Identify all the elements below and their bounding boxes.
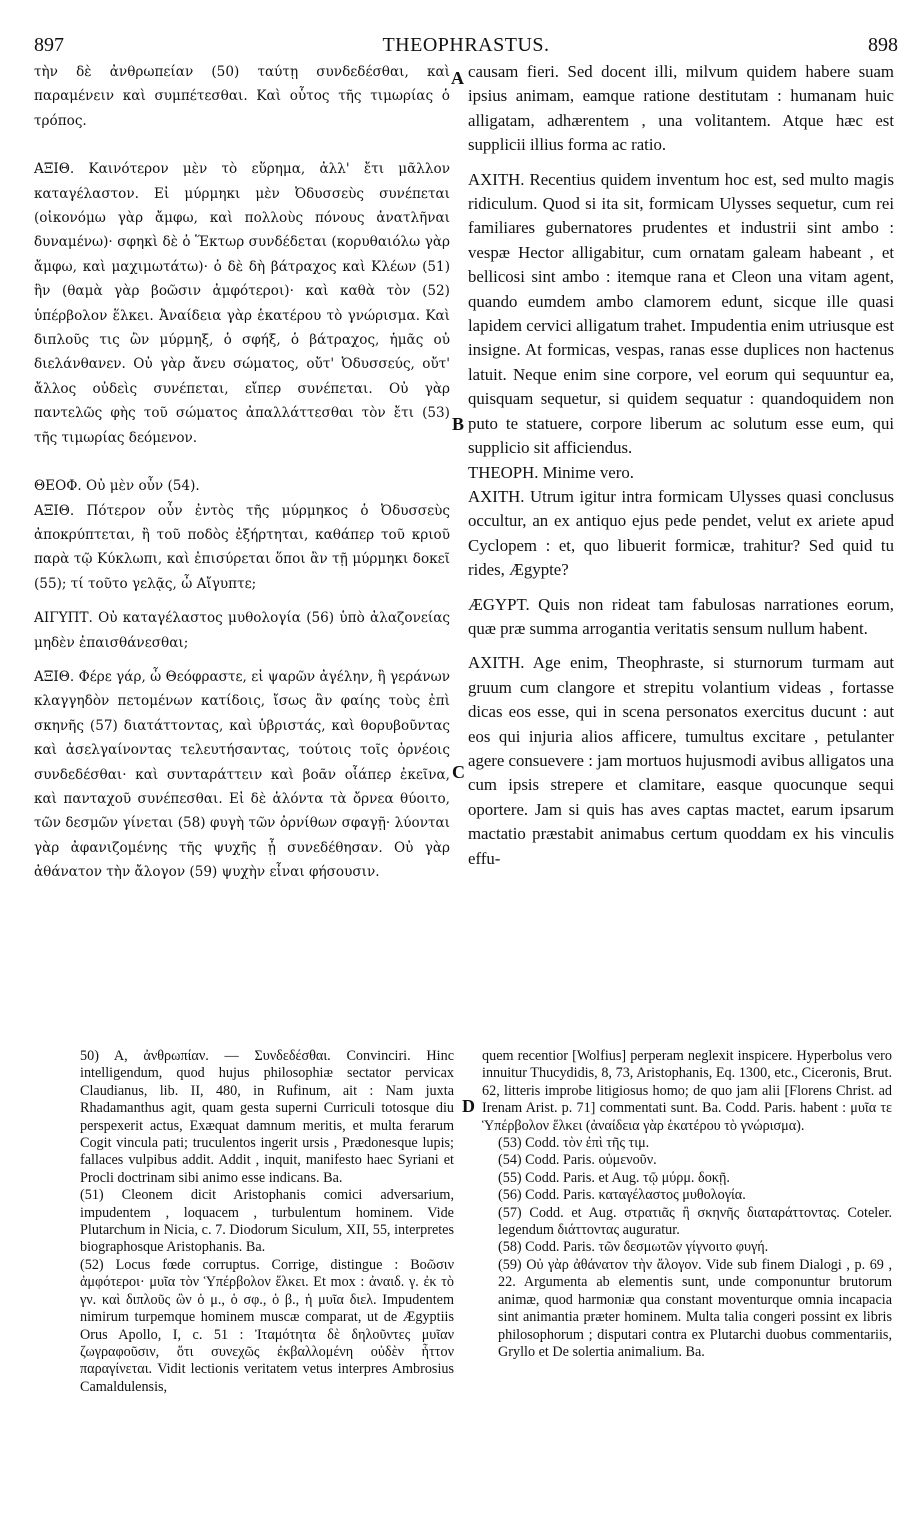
footnote: (54) Codd. Paris. οὐμενοῦν. xyxy=(498,1152,657,1169)
latin-paragraph: causam fieri. Sed docent illi, milvum quidem habere suam ipsius animam, eamque ratione destitutam : humanam huic alligatam, adhærentem , una volitantem. Atque hæc est supplicii illius forma ac ratio. xyxy=(468,62,894,155)
greek-paragraph: ΑΙΓΥΠΤ. Οὐ καταγέλαστος μυθολογία (56) ὑπὸ ἀλαζονείας μηδὲν ἐπαισθάνεσθαι; xyxy=(34,610,450,651)
running-title: THEOPHRASTUS. xyxy=(382,34,550,56)
page-header xyxy=(34,34,898,60)
footnote: (51) Cleonem dicit Aristophanis comici adversarium, impudentem , loquacem , turbulentum hominem. Vide Plutarchum in Nicia, c. 7. Diodorum Siculum, XII, 55, interpretes biographosque Aristophanis. Ba. xyxy=(80,1187,454,1256)
page-number-left: 897 xyxy=(34,34,64,56)
footnote: 50) A, ἀνθρωπίαν. — Συνδεδέσθαι. Convinciri. Hinc intelligendum, quod hujus philosophiæ sectator pervicax Claudianus, lib. II, 480, in Rufinum, ait : Nam juxta Rhadamanthus agit, quam gesta superni Curriculi totosque diu perspexerit actus, Exæquat damnum meritis, et multa ferarum Cogit vincula pati; truculentos ingerit ursis , Prædonesque lupis; fallaces vulpibus addit. Addit , inquit, manifesto haec Syriani et Procli doctrinam sibi animo esse indicans. Ba. xyxy=(80,1048,454,1186)
greek-paragraph: ΑΞΙΘ. Καινότερον μὲν τὸ εὕρημα, ἀλλ' ἔτι μᾶλλον καταγέλαστον. Εἰ μύρμηκι μὲν Ὀδυσσεὺς συνέπεται (οἰκονόμω γὰρ ἄμφω, καὶ πολλοὺς πόνους ἀνατλῆναι δυναμένω)· σφηκὶ δὲ ὁ Ἕκτωρ συνδέδεται (κορυθαιόλω γὰρ ἄμφω, καὶ μαχιμωτάτω)· ὁ δὲ δὴ βάτραχος καὶ Κλέων (51) ἣν (θαμὰ γὰρ βοῶσιν ἀμφότεροι)· καὶ καθὰ τὸν (52) ὑπέρβολον ἕλκει. Ἀναίδεια γὰρ ἑκατέρου τὸ γνώρισμα. Καὶ διπλοῦς τις ὢν μύρμηξ, ὁ σφήξ, ὁ βάτραχος, ἡμᾶς οὐ διελάνθανεν. Οὐ γὰρ ἄνευ σώματος, οὔτ' Ὀδυσσεύς, οὔτ' ἄλλος οὐδεὶς συνέπεται, εἴπερ συνέπεται. Οὐ γὰρ παντελῶς φὴς τοῦ σώματος ἀπαλλάττεσθαι τὸν ἔτι (53) τῆς τιμωρίας δεόμενον. xyxy=(34,161,450,446)
section-marker-d: D xyxy=(462,1096,475,1116)
page-number-right: 898 xyxy=(868,34,898,56)
footnote: (59) Οὐ γὰρ ἀθάνατον τὴν ἄλογον. Vide sub finem Dialogi , p. 69 , 22. Argumenta ab elementis sunt, unde componuntur brutorum animæ, quod harmoniæ qua constant moventurque omnia incapacia sint animantia præter hominem. Multa talia congeri possint ex libris philosophorum ; disputari contra ex Plutarchi duobus commentariis, Gryllo et De solertia animalium. Ba. xyxy=(498,1256,892,1360)
footnote: (58) Codd. Paris. τῶν δεσμωτῶν γίγνοιτο φυγή. xyxy=(498,1239,769,1256)
latin-paragraph: AXITH. Age enim, Theophraste, si sturnorum turmam aut gruum cum clangore et strepitu volantium videas , fortasse dicas eos esse, qui in scena personatos exercitus ducunt : aut eos qui injuria alios afficere, tumultus excitare , petulanter agere consuevere : jam mortuos hujusmodi avibus alligatos una cum ipsis strepere et clamitare, easque quocunque sequi oportere. Jam si quis has aves captas mactet, earum ipsarum mactatio præstabit animabus certum quoddam ex his vinculis effu- xyxy=(468,653,894,868)
greek-paragraph: τὴν δὲ ἀνθρωπείαν (50) ταύτῃ συνδεδέσθαι, καὶ παραμένειν καὶ συμπέτεσθαι. Καὶ οὗτος τῆς τιμωρίας ὁ τρόπος. xyxy=(34,64,450,129)
section-marker-b: B xyxy=(452,414,465,434)
greek-paragraph: ΑΞΙΘ. Πότερον οὖν ἐντὸς τῆς μύρμηκος ὁ Ὀδυσσεὺς ἀποκρύπτεται, ἢ τοῦ ποδὸς ἐξήρτηται, καθάπερ τοῦ κριοῦ παρὰ τῷ Κύκλωπι, καὶ ἐπισύρεται ὅποι ἂν τῇ μύρμηκι δοκεῖ (55); τί τοῦτο γελᾷς, ὦ Αἴγυπτε; xyxy=(34,502,450,592)
latin-paragraph: ÆGYPT. Quis non rideat tam fabulosas narrationes eorum, quæ præ summa arrogantia veritatis sensum nullum habent. xyxy=(468,594,894,638)
footnote: (52) Locus fœde corruptus. Corrige, distingue : Βοῶσιν ἀμφότεροι· μυῖα τὸν Ὑπέρβολον ἕλκει. Et mox : ἀναιδ. γ. ἐκ τὸ γν. καὶ διπλοῦς ὢν ὁ μ., ὁ σφ., ὁ β., ἡ μυῖα διελ. Impudentem nimirum turpemque hominem muscæ comparat, ut de Ægyptiis Orus Apollo, I, c. 51 : Ἰταμότητα δὲ δηλοῦντες μυῖαν ζωγραφοῦσιν, ὅτι συνεχῶς ἐκβαλλομένη οὐδὲν ἧττον παραγίνεται. Vidit lectionis veritatem vetus interpres Ambrosius Camaldulensis, xyxy=(80,1256,454,1395)
footnotes-right xyxy=(482,1048,892,1361)
latin-column xyxy=(468,60,894,871)
latin-paragraph: AXITH. Utrum igitur intra formicam Ulysses quasi conclusus occultur, an ex antiquo ejus pede pendet, velut ex ariete apud Cyclopem : et, quo libuerit formicæ, trahitur? Sed quid tu rides, Ægypte? xyxy=(468,486,894,580)
footnote: (53) Codd. τὸν ἐπὶ τῆς τιμ. xyxy=(498,1135,650,1152)
footnote: quem recentior [Wolfius] perperam neglexit inspicere. Hyperbolus vero innuitur Thucydidis, 8, 73, Aristophanis, Eq. 1300, etc., Ciceronis, Brut. 62, litteris improbe litigiosus homo; de quo jam alii [Florens Christ. ad Irenam Arist. p. 71] commentati sunt. Ba. Codd. Paris. habent : μυῖα τε Ὑπέρβολον ἕλκει (ἀναίδεια γὰρ ἑκατέρου τὸ γνώρισμα). xyxy=(482,1048,892,1134)
latin-paragraph: AXITH. Recentius quidem inventum hoc est, sed multo magis ridiculum. Quod si ita sit, formicam Ulysses sequetur, cum rei familiares gubernatores prudentes et industrii sint ambo : vespæ Hector alligabitur, cum ornatam galeam habeant , et bellicosi sint ambo : itemque rana et Cleon una vitam agent, quando eumdem ambo clamorem edunt, sicque ille quasi lapidem cervici alligatum trahet. Impudentia enim utriusque est insigne. At formicas, vespas, ranas esse duplices non hactenus latuit. Neque enim sine corpore, vel eorum qui sequuntur ea, quisquam sequetur, si quidem sequatur : quandoquidem non puto te statuere, corpore liberum ac solutum esse eum, qui supplicio sit afficiendus. xyxy=(468,169,894,458)
footnote: (55) Codd. Paris. et Aug. τῷ μύρμ. δοκῇ. xyxy=(498,1169,730,1186)
greek-paragraph: ΘΕΟΦ. Οὐ μὲν οὖν (54). xyxy=(34,478,200,495)
footnotes-left xyxy=(64,1048,454,1396)
section-marker-a: A xyxy=(451,68,464,88)
section-marker-c: C xyxy=(452,762,465,782)
footnote: (57) Codd. et Aug. στρατιᾶς ἢ σκηνῆς διαταράττοντας. Coteler. legendum διάττοντας auguratur. xyxy=(498,1204,892,1239)
latin-paragraph: THEOPH. Minime vero. xyxy=(468,462,634,482)
footnote: (56) Codd. Paris. καταγέλαστος μυθολογία. xyxy=(498,1187,746,1204)
greek-column xyxy=(34,60,450,885)
greek-paragraph: ΑΞΙΘ. Φέρε γάρ, ὦ Θεόφραστε, εἰ ψαρῶν ἀγέλην, ἢ γεράνων κλαγγηδὸν πετομένων κατίδοις, ἴσως ἂν φαίης τοὺς ἐπὶ σκηνῆς (57) διατάττοντας, καὶ ὑβριστάς, καὶ θορυβοῦντας καὶ ἀσελγαίνοντας τελευτήσαντας, τούτοις τοῖς ὀρνέοις συνδεδέσθαι· καὶ συνταράττειν καὶ βοᾶν οἷάπερ ἐκεῖνα, καὶ πανταχοῦ συνέπεσθαι. Εἰ δὲ ἁλόντα τὰ ὄρνεα θύοιτο, τῶν δεσμῶν γίνεται (58) φυγὴ τῶν ὀρνίθων σφαγῇ· λύονται γὰρ ἀφανιζομένης τῆς ψυχῆς ᾗ συνεδέθησαν. Οὐ γὰρ ἀθάνατον τὴν ἄλογον (59) ψυχὴν εἶναι φήσουσιν. xyxy=(34,668,450,881)
